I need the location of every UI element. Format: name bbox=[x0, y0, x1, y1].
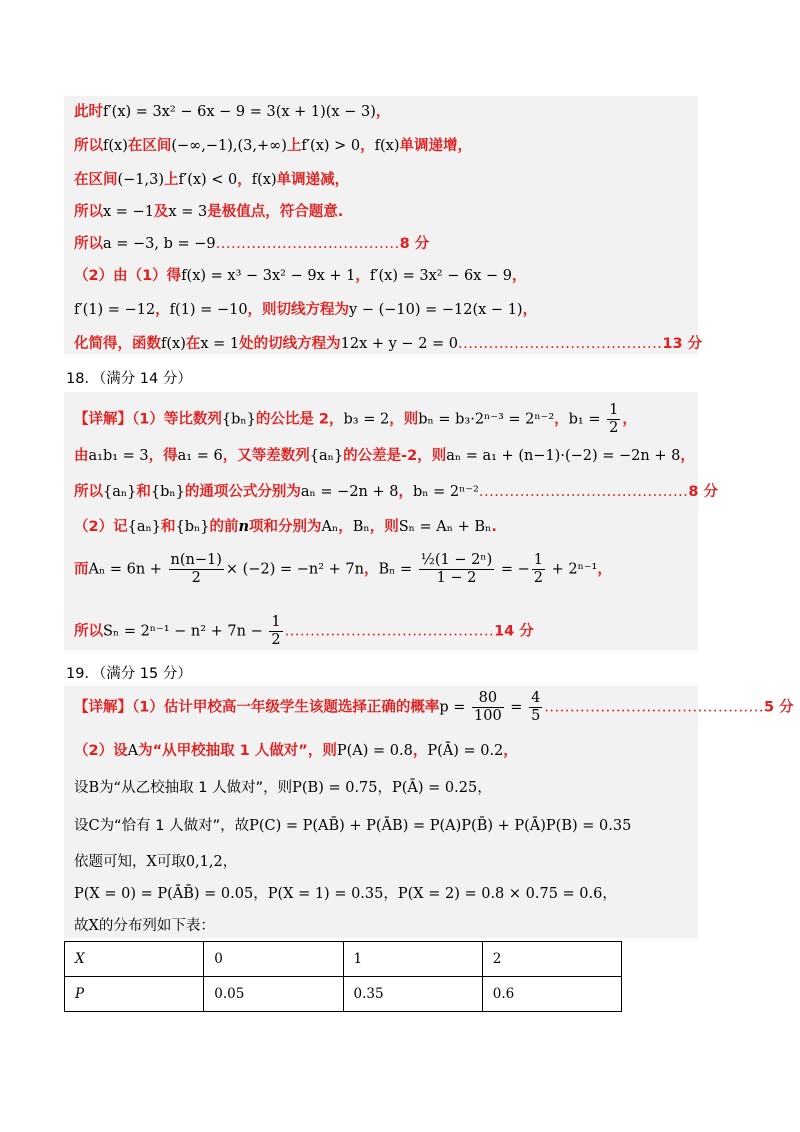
fraction: $\frac{80}{100}$ bbox=[474, 690, 502, 724]
q18-line-6: 所以Sₙ = 2ⁿ⁻¹ − n² + 7n − $\frac{1}{2}$ .........................................14 分 bbox=[74, 614, 534, 648]
question-19-header: 19．（满分 15 分） bbox=[66, 666, 192, 682]
q17-line-5: 所以a = −3, b = −9....................................8 分 bbox=[74, 236, 430, 252]
table-cell: 0.35 bbox=[343, 977, 482, 1012]
table-cell: 1 bbox=[343, 942, 482, 977]
q17-line-6: （2）由（1）得f(x) = x³ − 3x² − 9x + 1，f′(x) = 3x² − 6x − 9， bbox=[74, 268, 527, 284]
q18-line-2: 由a₁b₁ = 3，得a₁ = 6，又等差数列{aₙ}的公差是-2，则aₙ = a₁ + (n−1)·(−2) = −2n + 8， bbox=[74, 448, 695, 464]
q19-line-6: P(X = 0) = P(ĀB̄) = 0.05，P(X = 1) = 0.35，P(X = 2) = 0.8 × 0.75 = 0.6， bbox=[74, 886, 617, 902]
detail-tag: 【详解】 bbox=[74, 699, 132, 716]
q17-line-4: 所以x = −1及x = 3是极值点，符合题意. bbox=[74, 204, 344, 220]
q17-line-1: 此时f′(x) = 3x² − 6x − 9 = 3(x + 1)(x − 3)， bbox=[74, 104, 391, 120]
table-cell: X bbox=[65, 942, 204, 977]
fraction: $\frac{1}{2}$ bbox=[271, 614, 281, 648]
table-cell: 2 bbox=[482, 942, 621, 977]
question-18-header: 18．（满分 14 分） bbox=[66, 371, 192, 387]
distribution-table bbox=[64, 941, 622, 1012]
fraction: $\frac{n(n-1)}{2}$ bbox=[170, 552, 222, 586]
q19-line-5: 依题可知，X可取0,1,2， bbox=[74, 854, 238, 870]
detail-tag: 【详解】 bbox=[74, 411, 132, 428]
q18-line-1: 【详解】（1）等比数列{bₙ}的公比是 2，b₃ = 2，则bₙ = b₃·2ⁿ⁻³ = 2ⁿ⁻²，b₁ = $\frac{1}{2}$ ， bbox=[74, 402, 637, 436]
score-label: 8 分 bbox=[688, 484, 718, 500]
fraction: $\frac{4}{5}$ bbox=[531, 690, 541, 724]
q17-line-2: 所以f(x)在区间(−∞,−1),(3,+∞)上f′(x) > 0，f(x)单调递增， bbox=[74, 138, 472, 154]
score-label: 8 分 bbox=[399, 236, 430, 252]
q18-line-3: 所以{aₙ}和{bₙ}的通项公式分别为aₙ = −2n + 8，bₙ = 2ⁿ⁻².........................................8 分 bbox=[74, 484, 718, 500]
table-cell: 0.6 bbox=[482, 977, 621, 1012]
fraction: $\frac{\text{½(1 − 2ⁿ)}}{1 - 2}$ bbox=[420, 552, 493, 586]
score-label: 14 分 bbox=[494, 623, 534, 640]
q18-line-4: （2）记{aₙ}和{bₙ}的前n项和分别为Aₙ，Bₙ，则Sₙ = Aₙ + Bₙ. bbox=[74, 518, 497, 535]
q19-line-4: 设C为“恰有 1 人做对”，故P(C) = P(AB̄) + P(ĀB) = P(A)P(B̄) + P(Ā)P(B) = 0.35 bbox=[74, 818, 632, 834]
q17-line-7: f′(1) = −12，f(1) = −10，则切线方程为y − (−10) = −12(x − 1)， bbox=[74, 302, 538, 318]
q17-line-3: 在区间(−1,3)上f′(x) < 0，f(x)单调递减， bbox=[74, 172, 350, 188]
fraction: $\frac{1}{2}$ bbox=[609, 402, 619, 436]
q18-line-5: 而Aₙ = 6n + $\frac{n(n-1)}{2}$ × (−2) = −n² + 7n，Bₙ = $\frac{\text{½(1 − 2ⁿ)}}{1 - 2}$ = − $\frac{1}{2}$ + 2ⁿ⁻¹， bbox=[74, 552, 612, 586]
q19-line-7: 故X的分布列如下表： bbox=[74, 918, 215, 934]
table-row bbox=[65, 942, 622, 977]
table-cell: 0.05 bbox=[204, 977, 343, 1012]
q17-line-8: 化简得，函数f(x)在x = 1处的切线方程为12x + y − 2 = 0........................................13 分 bbox=[74, 336, 703, 352]
table-cell: P bbox=[65, 977, 204, 1012]
score-label: 5 分 bbox=[764, 699, 794, 716]
table-cell: 0 bbox=[204, 942, 343, 977]
score-label: 13 分 bbox=[662, 336, 703, 352]
table-row bbox=[65, 977, 622, 1012]
q19-line-2: （2）设A为“从甲校抽取 1 人做对”，则P(A) = 0.8，P(Ā) = 0.2， bbox=[74, 743, 518, 759]
q19-line-3: 设B为“从乙校抽取 1 人做对”，则P(B) = 0.75，P(Ā) = 0.25， bbox=[74, 780, 492, 796]
q19-line-1: 【详解】（1）估计甲校高一年级学生该题选择正确的概率p = $\frac{80}{100}$ = $\frac{4}{5}$ ...........................................5 分 bbox=[74, 690, 794, 724]
fraction: $\frac{1}{2}$ bbox=[533, 552, 544, 586]
